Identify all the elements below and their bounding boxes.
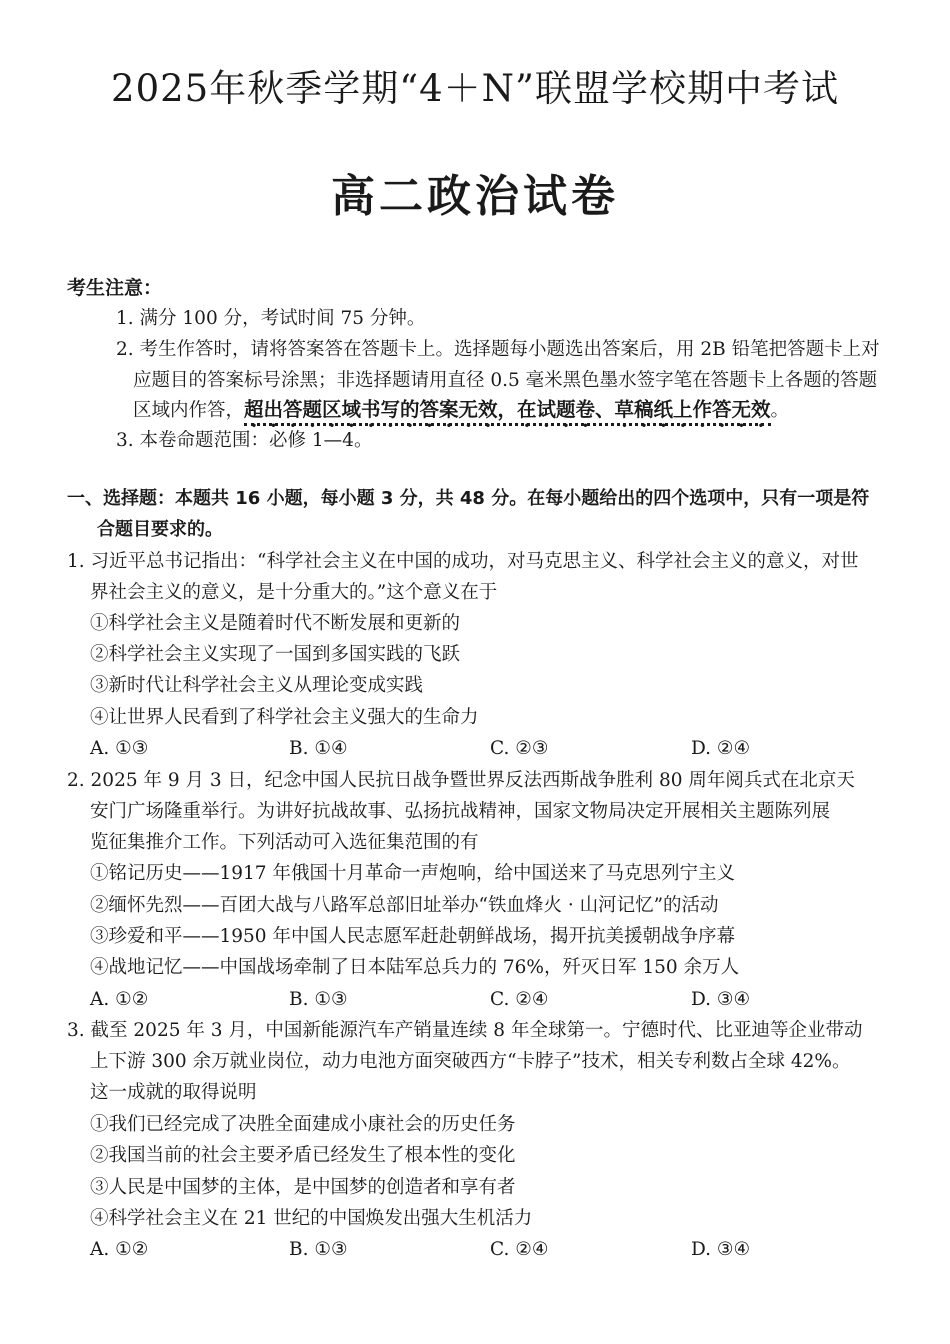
- question-1-option-c: C. ②③: [490, 738, 549, 759]
- question-3-option-b: B. ①③: [289, 1239, 348, 1260]
- question-3-stem-line-3: 这一成就的取得说明: [90, 1082, 257, 1103]
- question-3-option-c: C. ②④: [490, 1239, 549, 1260]
- question-1-statement-1: ①科学社会主义是随着时代不断发展和更新的: [90, 613, 461, 634]
- notice-item-1: 1. 满分 100 分，考试时间 75 分钟。: [116, 308, 426, 329]
- question-1-option-d: D. ②④: [691, 738, 751, 759]
- notice-item-3: 3. 本卷命题范围：必修 1—4。: [116, 430, 373, 451]
- question-1-option-b: B. ①④: [289, 738, 348, 759]
- notice-item-2-suffix: 。: [770, 400, 790, 421]
- question-2-statement-2: ②缅怀先烈——百团大战与八路军总部旧址举办“铁血烽火 · 山河记忆”的活动: [90, 895, 719, 916]
- notice-item-2-line-2: 应题目的答案标号涂黑；非选择题请用直径 0.5 毫米黑色墨水签字笔在答题卡上各题的答题: [133, 370, 878, 391]
- notice-item-2-line-3: [133, 398, 789, 432]
- question-3-statement-2: ②我国当前的社会主要矛盾已经发生了根本性的变化: [90, 1145, 516, 1166]
- question-2-option-a: A. ①②: [90, 989, 149, 1010]
- question-2-option-c: C. ②④: [490, 989, 549, 1010]
- question-1-stem-line-2: 界社会主义的意义，是十分重大的。”这个意义在于: [90, 582, 498, 603]
- question-1-statement-3: ③新时代让科学社会主义从理论变成实践: [90, 675, 424, 696]
- notice-heading: 考生注意：: [67, 277, 163, 299]
- question-2-stem-line-3: 览征集推介工作。下列活动可入选征集范围的有: [90, 832, 479, 853]
- question-3-statement-3: ③人民是中国梦的主体，是中国梦的创造者和享有者: [90, 1177, 516, 1198]
- question-3-statement-4: ④科学社会主义在 21 世纪的中国焕发出强大生机活力: [90, 1208, 533, 1229]
- question-1-stem-line-1: 1. 习近平总书记指出：“科学社会主义在中国的成功，对马克思主义、科学社会主义的意义，对世: [67, 551, 859, 572]
- question-2-statement-3: ③珍爱和平——1950 年中国人民志愿军赶赴朝鲜战场，揭开抗美援朝战争序幕: [90, 926, 735, 947]
- question-3-stem-line-1: 3. 截至 2025 年 3 月，中国新能源汽车产销量连续 8 年全球第一。宁德时代、比亚迪等企业带动: [67, 1020, 863, 1041]
- question-2-stem-line-1: 2. 2025 年 9 月 3 日，纪念中国人民抗日战争暨世界反法西斯战争胜利 80 周年阅兵式在北京天: [67, 770, 855, 791]
- question-2-option-d: D. ③④: [691, 989, 751, 1010]
- question-1-statement-2: ②科学社会主义实现了一国到多国实践的飞跃: [90, 644, 461, 665]
- section-1-heading-line-2: 合题目要求的。: [97, 519, 223, 540]
- question-1-statement-4: ④让世界人民看到了科学社会主义强大的生命力: [90, 707, 479, 728]
- question-2-statement-1: ①铭记历史——1917 年俄国十月革命一声炮响，给中国送来了马克思列宁主义: [90, 863, 735, 884]
- question-3-statement-1: ①我们已经完成了决胜全面建成小康社会的历史任务: [90, 1114, 516, 1135]
- question-3-stem-line-2: 上下游 300 余万就业岗位，动力电池方面突破西方“卡脖子”技术，相关专利数占全球 42%。: [90, 1051, 851, 1072]
- question-2-statement-4: ④战地记忆——中国战场牵制了日本陆军总兵力的 76%，歼灭日军 150 余万人: [90, 957, 740, 978]
- question-3-option-a: A. ①②: [90, 1239, 149, 1260]
- subject-title: 高二政治试卷: [331, 171, 619, 222]
- question-1-option-a: A. ①③: [90, 738, 149, 759]
- exam-title: 2025年秋季学期“4＋N”联盟学校期中考试: [111, 67, 839, 110]
- notice-emphasis-text: 超出答题区域书写的答案无效，在试题卷、草稿纸上作答无效: [244, 398, 771, 426]
- notice-item-2-prefix: 区域内作答，: [133, 400, 245, 421]
- question-2-option-b: B. ①③: [289, 989, 348, 1010]
- section-1-heading-line-1: 一、选择题：本题共 16 小题，每小题 3 分，共 48 分。在每小题给出的四个选项中，只有一项是符: [67, 488, 870, 509]
- question-3-option-d: D. ③④: [691, 1239, 751, 1260]
- question-2-stem-line-2: 安门广场隆重举行。为讲好抗战故事、弘扬抗战精神，国家文物局决定开展相关主题陈列展: [90, 801, 831, 822]
- notice-item-2-line-1: 2. 考生作答时，请将答案答在答题卡上。选择题每小题选出答案后，用 2B 铅笔把答题卡上对: [116, 339, 880, 360]
